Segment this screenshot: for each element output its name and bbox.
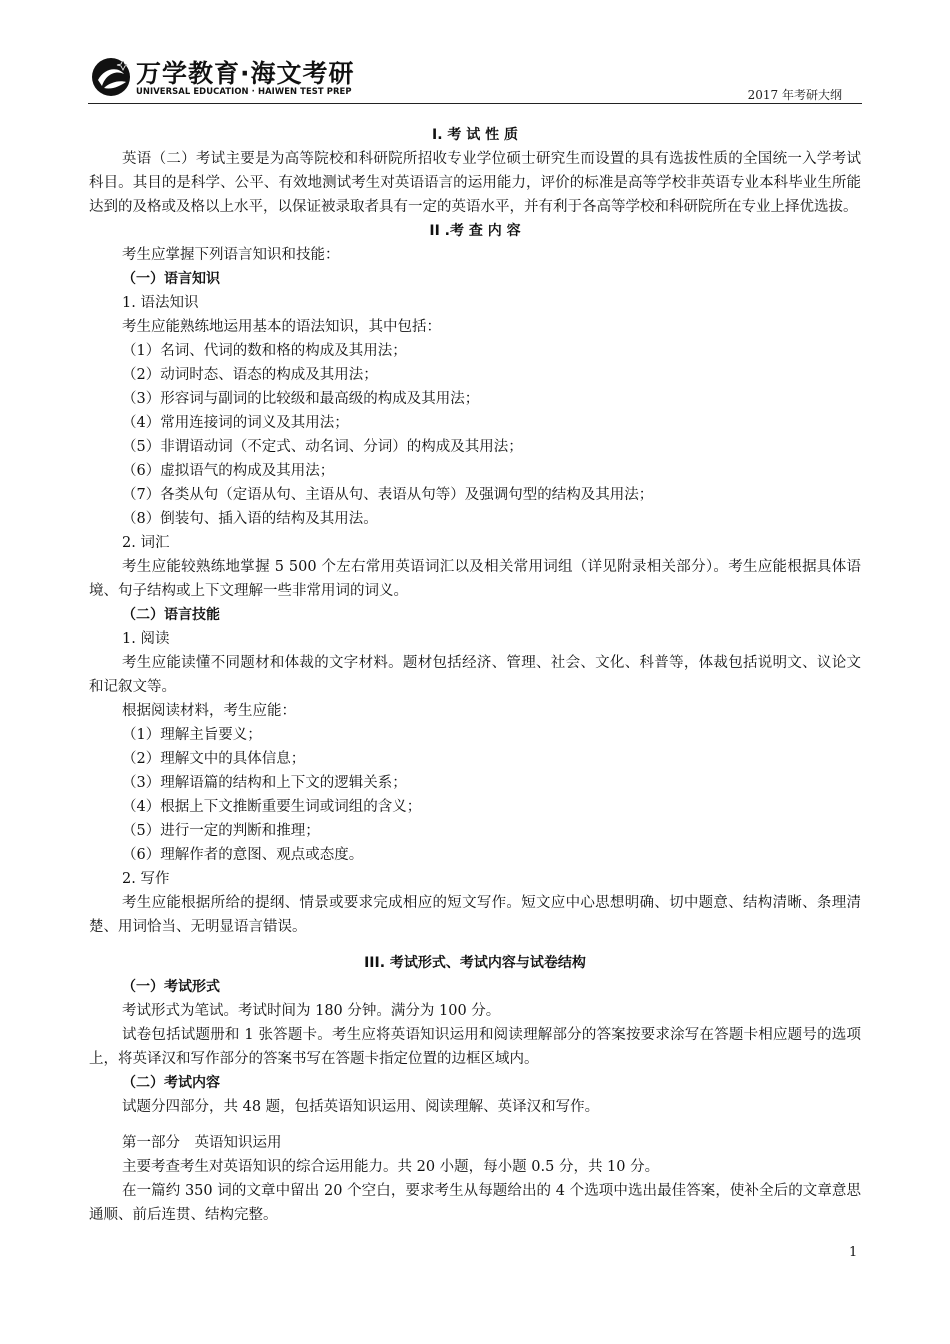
reading-paragraph: 考生应能读懂不同题材和体裁的文字材料。题材包括经济、管理、社会、文化、科普等，体裁包括说明文、议论文和记叙文等。 [89,655,861,695]
reading-item: （1）理解主旨要义； [122,727,262,743]
reading-item: （4）根据上下文推断重要生词或词组的含义； [122,799,422,815]
grammar-item: （6）虚拟语气的构成及其用法； [122,463,335,479]
section-3-title: III. 考试形式、考试内容与试卷结构 [364,955,586,971]
reading-intro: 根据阅读材料，考生应能： [122,703,296,719]
exam-content-paragraph: 试题分四部分，共 48 题，包括英语知识运用、阅读理解、英译汉和写作。 [122,1099,600,1115]
writing-heading: 2. 写作 [122,871,170,887]
section-1-paragraph: 英语（二）考试主要是为高等院校和科研院所招收专业学位硕士研究生而设置的具有选拔性质的全国统一入学考试科目。其目的是科学、公平、有效地测试考生对英语语言的运用能力，评价的标准是高等学校非英语专业本科毕业生所能达到的及格或及格以上水平，以保证被录取者具有一定的英语水平，并有利于各高等学校和科研院所在专业上择优选拔。 [89,151,861,215]
language-knowledge-heading: （一）语言知识 [122,271,220,287]
part-1-paragraph-2: 在一篇约 350 词的文章中留出 20 个空白，要求考生从每题给出的 4 个选项中选出最佳答案，使补全后的文章意思通顺、前后连贯、结构完整。 [89,1183,861,1223]
spacer [89,939,861,951]
part-1-paragraph-1: 主要考查考生对英语知识的综合运用能力。共 20 小题，每小题 0.5 分，共 10 分。 [122,1159,660,1175]
section-1-title: I. 考 试 性 质 [431,127,519,143]
writing-paragraph: 考生应能根据所给的提纲、情景或要求完成相应的短文写作。短文应中心思想明确、切中题意、结构清晰、条理清楚、用词恰当、无明显语言错误。 [89,895,861,935]
exam-format-heading: （一）考试形式 [122,979,220,995]
reading-item: （2）理解文中的具体信息； [122,751,306,767]
vocabulary-paragraph: 考生应能较熟练地掌握 5 500 个左右常用英语词汇以及相关常用词组（详见附录相关部分）。考生应能根据具体语境、句子结构或上下文理解一些非常用词的词义。 [89,559,861,599]
exam-format-paragraph-2: 试卷包括试题册和 1 张答题卡。考生应将英语知识运用和阅读理解部分的答案按要求涂写在答题卡相应题号的选项上，将英译汉和写作部分的答案书写在答题卡指定位置的边框区域内。 [89,1027,861,1067]
grammar-item: （7）各类从句（定语从句、主语从句、表语从句等）及强调句型的结构及其用法； [122,487,654,503]
section-2-intro: 考生应掌握下列语言知识和技能： [122,247,340,263]
document-body [89,123,861,1227]
grammar-item: （2）动词时态、语态的构成及其用法； [122,367,378,383]
page-number: 1 [849,1245,858,1260]
header-divider [88,103,862,104]
exam-format-paragraph-1: 考试形式为笔试。考试时间为 180 分钟。满分为 100 分。 [122,1003,501,1019]
logo-emblem-icon [90,56,132,98]
logo [88,52,368,102]
logo-title: 万学教育·海文考研 [136,59,355,88]
grammar-item: （4）常用连接词的词义及其用法； [122,415,349,431]
reading-heading: 1. 阅读 [122,631,170,647]
reading-item: （6）理解作者的意图、观点或态度。 [122,847,364,863]
spacer [89,1119,861,1131]
grammar-heading: 1. 语法知识 [122,295,199,311]
logo-subtitle: UNIVERSAL EDUCATION · HAIWEN TEST PREP [136,86,352,96]
reading-item: （3）理解语篇的结构和上下文的逻辑关系； [122,775,407,791]
page-header [88,52,862,104]
part-1-heading: 第一部分 英语知识运用 [122,1135,282,1151]
section-2-title: II .考 查 内 容 [429,223,521,239]
grammar-item: （8）倒装句、插入语的结构及其用法。 [122,511,378,527]
grammar-intro: 考生应能熟练地运用基本的语法知识，其中包括： [122,319,441,335]
grammar-item: （5）非谓语动词（不定式、动名词、分词）的构成及其用法； [122,439,523,455]
grammar-item: （1）名词、代词的数和格的构成及其用法； [122,343,407,359]
reading-item: （5）进行一定的判断和推理； [122,823,320,839]
exam-content-heading: （二）考试内容 [122,1075,220,1091]
header-year-label: 2017 年考研大纲 [747,88,842,102]
vocabulary-heading: 2. 词汇 [122,535,170,551]
grammar-item: （3）形容词与副词的比较级和最高级的构成及其用法； [122,391,480,407]
language-skills-heading: （二）语言技能 [122,607,220,623]
